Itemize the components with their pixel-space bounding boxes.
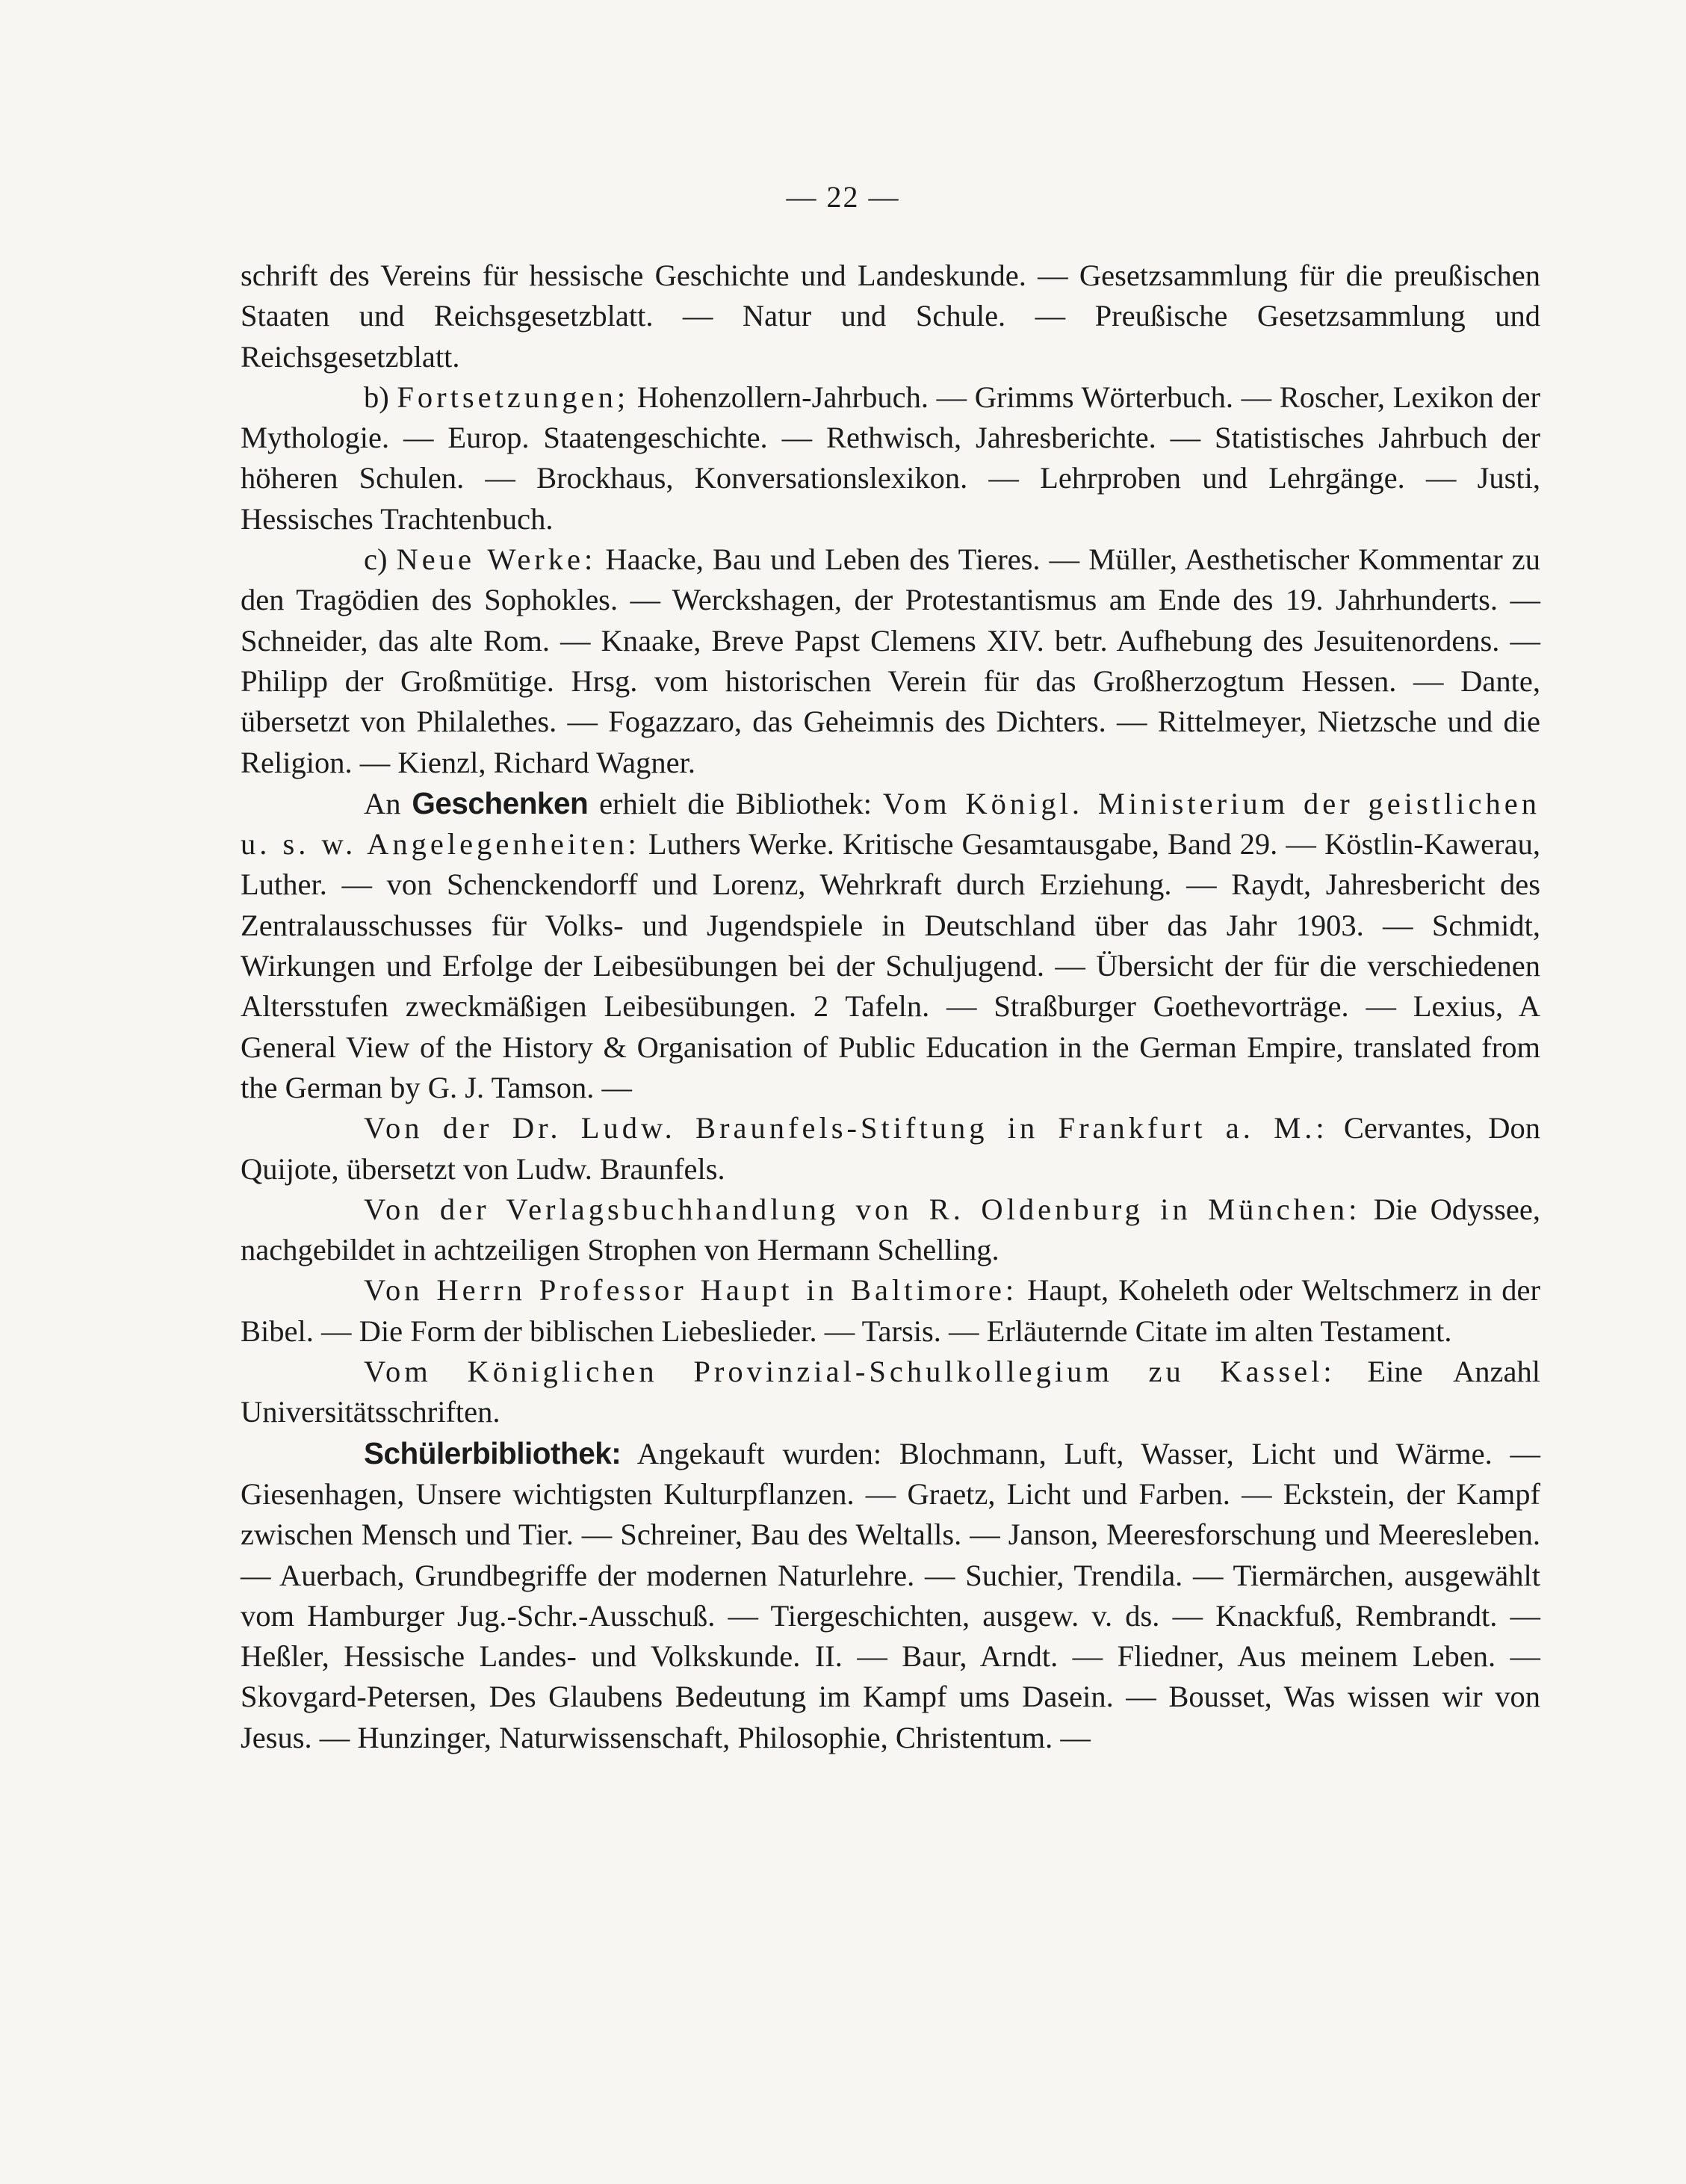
- paragraph-neue-werke: [241, 539, 1540, 783]
- list-marker: b): [364, 380, 397, 414]
- paragraph-text: Eine Anzahl Universitätsschriften.: [241, 1355, 1540, 1429]
- bold-heading: Schülerbibliothek:: [364, 1435, 622, 1470]
- paragraph-text: Haacke, Bau und Leben des Tieres. — Müller, Aesthetischer Kommentar zu den Tragödien des Sophokles. — Werckshagen, der Protestantismus am Ende des 19. Jahrhunderts. — Schneider, das alte Rom. — Knaake, Breve Papst Clemens XIV. betr. Aufhebung des Jesuitenordens. — Philipp der Großmütige. Hrsg. vom historischen Verein für das Großherzogtum Hessen. — Dante, übersetzt von Philalethes. — Fogazzaro, das Geheimnis des Dichters. — Rittelmeyer, Nietzsche und die Religion. — Kienzl, Richard Wagner.: [241, 542, 1540, 779]
- spaced-donor: Vom Königl. Ministerium der geistlichen u. s. w. Angelegenheiten:: [241, 786, 1540, 861]
- paragraph-text: Luthers Werke. Kritische Gesamtausgabe, Band 29. — Köstlin-Kawerau, Luther. — von Schenckendorff und Lorenz, Wehrkraft durch Erziehung. — Raydt, Jahresbericht des Zentralausschusses für Volks- und Jugendspiele in Deutschland über das Jahr 1903. — Schmidt, Wirkungen und Erfolge der Leibesübungen bei der Schuljugend. — Übersicht der für die verschiedenen Altersstufen zweckmäßigen Leibesübungen. 2 Tafeln. — Straßburger Goethevorträge. — Lexius, A General View of the History & Organisation of Public Education in the German Empire, translated from the German by G. J. Tamson. —: [241, 827, 1540, 1104]
- paragraph-text: schrift des Vereins für hessische Geschichte und Landeskunde. — Gesetzsammlung für die preußischen Staaten und Reichsgesetzblatt. — Natur und Schule. — Preußische Gesetzsammlung und Reichsgesetzblatt.: [241, 259, 1540, 374]
- spaced-donor: Von Herrn Professor Haupt in Baltimore:: [364, 1273, 1018, 1308]
- page-number: — 22 —: [786, 180, 900, 214]
- list-marker: c): [364, 542, 397, 577]
- paragraph-periodicals-continued: [241, 256, 1540, 377]
- spaced-donor: Vom Königlichen Provinzial-Schulkollegium zu Kassel:: [364, 1355, 1336, 1389]
- paragraph-braunfels: [241, 1108, 1540, 1190]
- paragraph-text: Hohenzollern-Jahrbuch. — Grimms Wörterbuch. — Roscher, Lexikon der Mythologie. — Europ. Staatengeschichte. — Rethwisch, Jahresberichte. — Statistisches Jahrbuch der höheren Schulen. — Brockhaus, Konversationslexikon. — Lehrproben und Lehrgänge. — Justi, Hessisches Trachtenbuch.: [241, 380, 1540, 536]
- body-text: [241, 256, 1540, 1758]
- paragraph-haupt: [241, 1270, 1540, 1352]
- paragraph-schuelerbibliothek: [241, 1433, 1540, 1758]
- paragraph-prefix: An: [364, 786, 412, 820]
- paragraph-text: Cervantes, Don Quijote, übersetzt von Ludw. Braunfels.: [241, 1111, 1540, 1186]
- spaced-donor: Von der Dr. Ludw. Braunfels-Stiftung in Frankfurt a. M.:: [364, 1111, 1328, 1145]
- paragraph-oldenburg: [241, 1190, 1540, 1271]
- paragraph-text: Die Odyssee, nachgebildet in achtzeiligen Strophen von Hermann Schelling.: [241, 1192, 1540, 1267]
- paragraph-fortsetzungen: [241, 377, 1540, 539]
- spaced-heading: Fortsetzungen;: [397, 380, 630, 414]
- paragraph-schulkollegium: [241, 1352, 1540, 1433]
- spaced-donor: Von der Verlagsbuchhandlung von R. Oldenburg in München:: [364, 1192, 1361, 1226]
- paragraph-connector: erhielt die Bibliothek:: [588, 786, 883, 820]
- paragraph-geschenke: [241, 783, 1540, 1108]
- paragraph-text: Angekauft wurden: Blochmann, Luft, Wasser, Licht und Wärme. — Giesenhagen, Unsere wichtigsten Kulturpflanzen. — Graetz, Licht und Farben. — Eckstein, der Kampf zwischen Mensch und Tier. — Schreiner, Bau des Weltalls. — Janson, Meeresforschung und Meeresleben. — Auerbach, Grundbegriffe der modernen Naturlehre. — Suchier, Trendila. — Tiermärchen, ausgewählt vom Hamburger Jug.-Schr.-Ausschuß. — Tiergeschichten, ausgew. v. ds. — Knackfuß, Rembrandt. — Heßler, Hessische Landes- und Volkskunde. II. — Baur, Arndt. — Fliedner, Aus meinem Leben. — Skovgard-Petersen, Des Glaubens Bedeutung im Kampf ums Dasein. — Bousset, Was wissen wir von Jesus. — Hunzinger, Naturwissenschaft, Philosophie, Christentum. —: [241, 1436, 1540, 1754]
- spaced-heading: Neue Werke:: [396, 542, 597, 577]
- bold-heading: Geschenken: [412, 785, 589, 820]
- paragraph-text: Haupt, Koheleth oder Weltschmerz in der Bibel. — Die Form der biblischen Liebeslieder. — Tarsis. — Erläuternde Citate im alten Testament.: [241, 1273, 1540, 1348]
